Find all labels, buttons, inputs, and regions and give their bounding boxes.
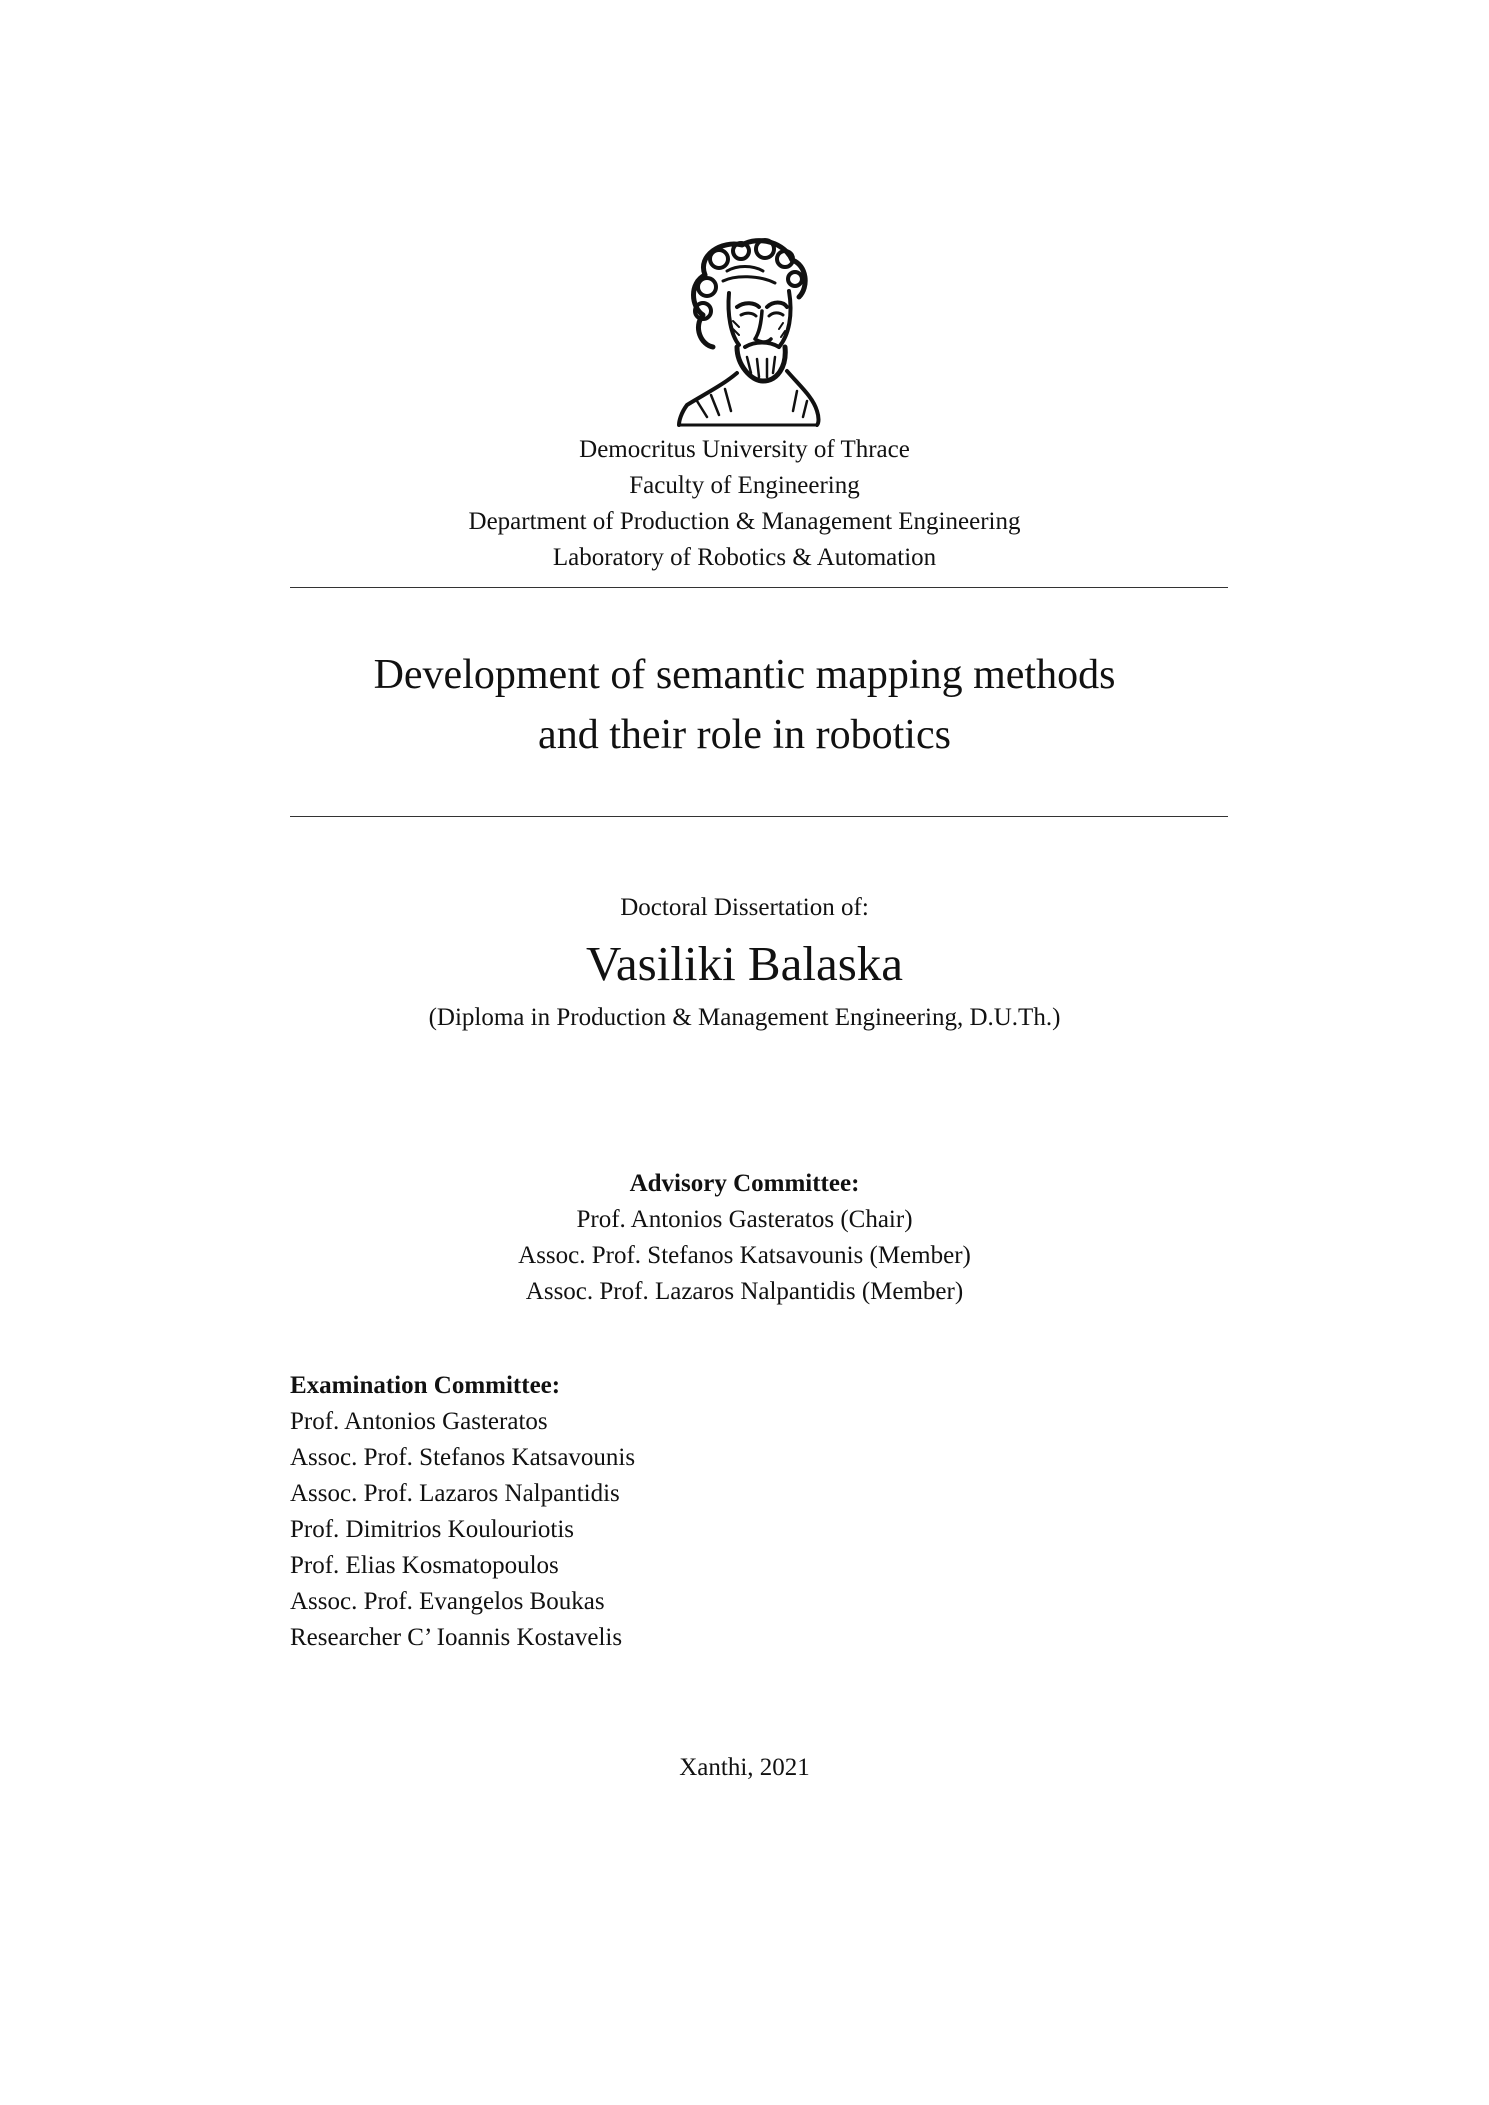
institution-block — [0, 432, 1489, 576]
title-line-2: and their role in robotics — [538, 712, 951, 758]
author-diploma: (Diploma in Production & Management Engineering, D.U.Th.) — [428, 1004, 1061, 1031]
examination-member: Prof. Dimitrios Koulouriotis — [290, 1516, 575, 1543]
dissertation-title — [0, 645, 1489, 765]
democritus-portrait-icon — [667, 235, 827, 427]
author-name: Vasiliki Balaska — [585, 936, 904, 991]
faculty-name: Faculty of Engineering — [629, 472, 860, 499]
advisory-committee-heading: Advisory Committee: — [629, 1170, 860, 1197]
examination-member: Assoc. Prof. Stefanos Katsavounis — [290, 1444, 636, 1471]
department-name: Department of Production & Management Engineering — [468, 508, 1021, 535]
examination-committee-heading: Examination Committee: — [290, 1372, 561, 1399]
university-name: Democritus University of Thrace — [579, 436, 910, 463]
place-and-date: Xanthi, 2021 — [679, 1754, 810, 1781]
examination-member: Researcher C’ Ioannis Kostavelis — [290, 1624, 623, 1651]
examination-member: Prof. Antonios Gasteratos — [290, 1408, 548, 1435]
examination-committee — [290, 1368, 635, 1656]
advisory-member: Prof. Antonios Gasteratos (Chair) — [576, 1206, 913, 1233]
divider-bottom — [290, 816, 1228, 817]
advisory-member: Assoc. Prof. Stefanos Katsavounis (Member) — [518, 1242, 971, 1269]
divider-top — [290, 587, 1228, 588]
examination-member: Prof. Elias Kosmatopoulos — [290, 1552, 559, 1579]
advisory-committee — [0, 1166, 1489, 1310]
examination-member: Assoc. Prof. Evangelos Boukas — [290, 1588, 605, 1615]
dissertation-label: Doctoral Dissertation of: — [620, 894, 869, 921]
title-line-1: Development of semantic mapping methods — [373, 652, 1116, 698]
laboratory-name: Laboratory of Robotics & Automation — [552, 544, 937, 571]
advisory-member: Assoc. Prof. Lazaros Nalpantidis (Member) — [525, 1278, 964, 1305]
examination-member: Assoc. Prof. Lazaros Nalpantidis — [290, 1480, 620, 1507]
